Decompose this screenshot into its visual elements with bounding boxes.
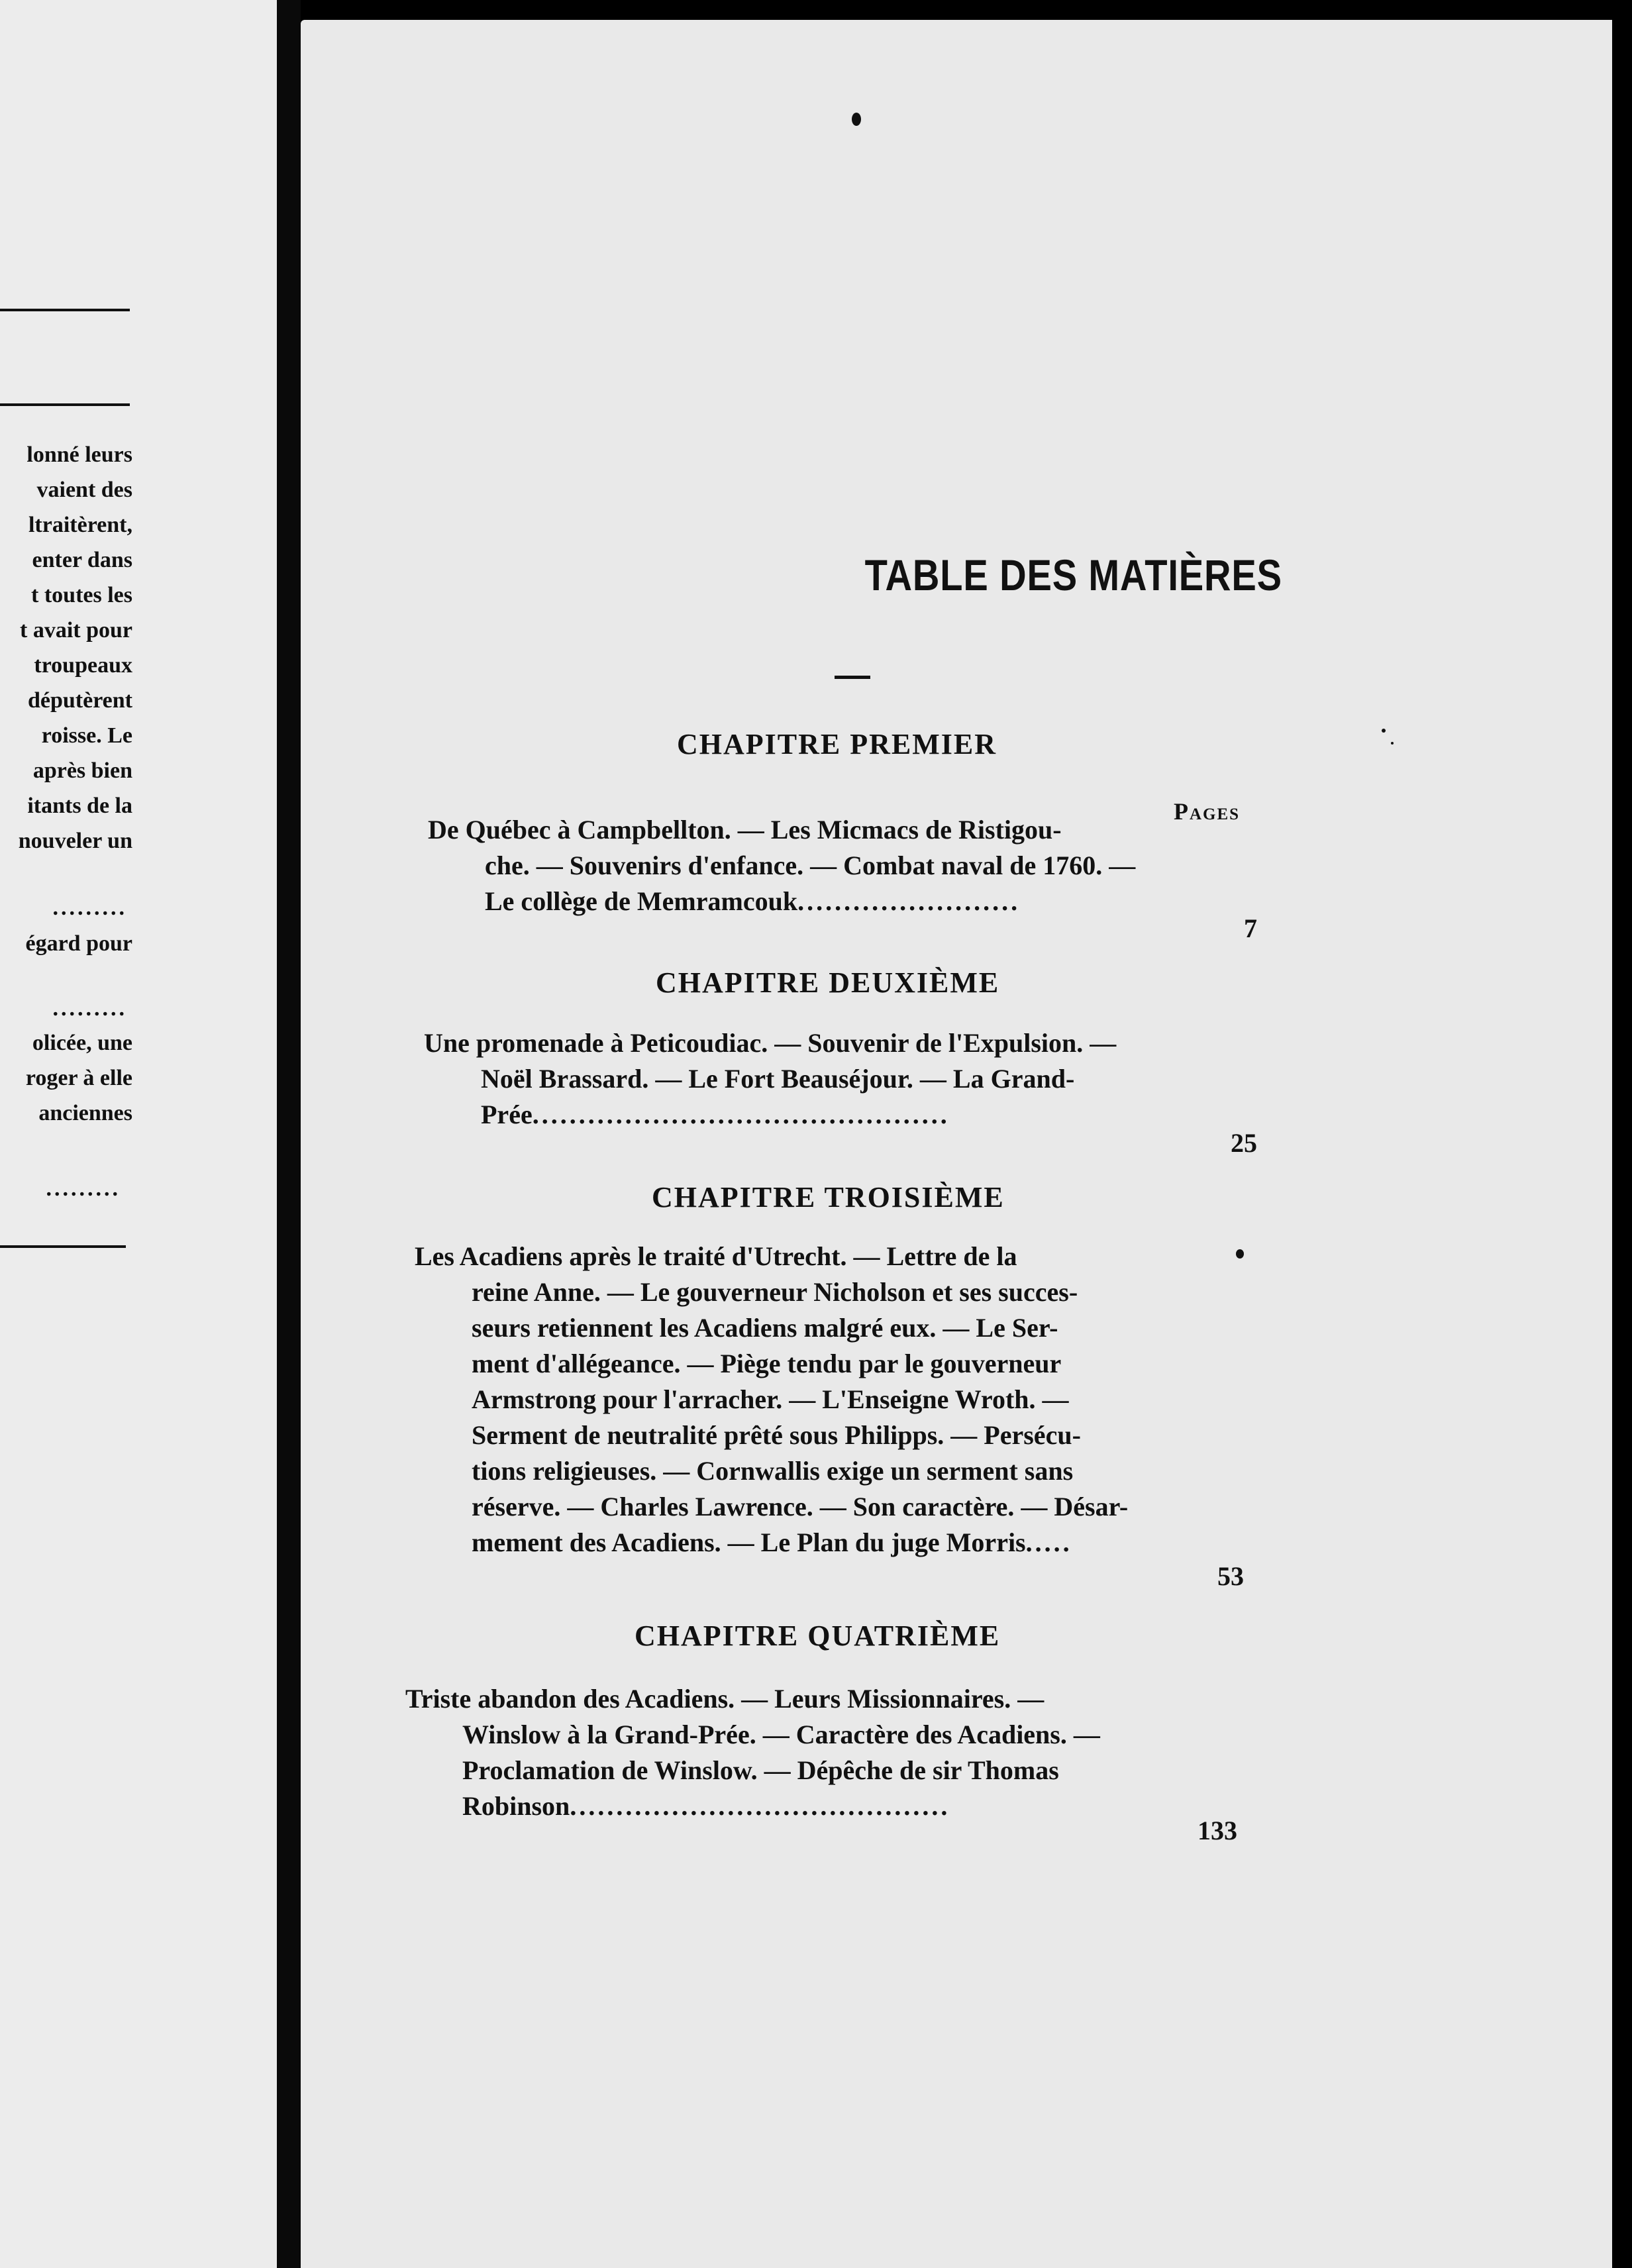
- entry-line: Winslow à la Grand-Prée. — Caractère des Acadiens. —: [462, 1720, 1100, 1749]
- page-number-3: 53: [1217, 1561, 1244, 1591]
- chapter-entry-3: [415, 1239, 1216, 1561]
- entry-line: mement des Acadiens. — Le Plan du juge Morris.....: [472, 1527, 1072, 1557]
- left-line: anciennes: [38, 1101, 132, 1125]
- entry-line: reine Anne. — Le gouverneur Nicholson et ses succes-: [472, 1277, 1078, 1307]
- leader-dots: .........................................: [570, 1791, 950, 1821]
- left-dots-1: .........: [52, 896, 127, 920]
- left-line: t avait pour: [20, 618, 132, 643]
- left-line: ltraitèrent,: [28, 513, 132, 537]
- left-fragment-2: [0, 926, 132, 961]
- left-line: lonné leurs: [26, 442, 132, 467]
- entry-line: Le collège de Memramcouk........................: [485, 886, 1021, 916]
- left-line: roisse. Le: [41, 723, 132, 748]
- previous-page-text: [0, 437, 132, 858]
- entry-line: che. — Souvenirs d'enfance. — Combat naval de 1760. —: [485, 850, 1136, 880]
- page-number-2: 25: [1231, 1128, 1257, 1158]
- left-line: vaient des: [36, 478, 132, 502]
- left-line: députèrent: [27, 688, 132, 713]
- leader-dots: ........................: [797, 886, 1021, 916]
- left-line: itants de la: [27, 794, 132, 818]
- left-line: troupeaux: [34, 653, 132, 678]
- previous-page: [0, 0, 277, 2268]
- left-dots-3: .........: [46, 1176, 121, 1201]
- entry-line: réserve. — Charles Lawrence. — Son caractère. — Désar-: [472, 1492, 1129, 1521]
- entry-line: De Québec à Campbellton. — Les Micmacs de Ristigou-: [428, 815, 1062, 845]
- entry-line: Robinson.........................................: [462, 1791, 950, 1821]
- entry-line: Prée.............................................: [481, 1100, 950, 1129]
- left-line: égard pour: [25, 931, 132, 956]
- entry-line: tions religieuses. — Cornwallis exige un serment sans: [472, 1456, 1074, 1486]
- chapter-heading-3: CHAPITRE TROISIÈME: [652, 1181, 1005, 1213]
- chapter-heading-4: CHAPITRE QUATRIÈME: [635, 1620, 1001, 1652]
- page-number-4: 133: [1198, 1816, 1237, 1845]
- table-of-contents-page: [301, 20, 1612, 2268]
- entry-line: Les Acadiens après le traité d'Utrecht. — Lettre de la: [415, 1241, 1017, 1271]
- left-line: roger à elle: [25, 1066, 132, 1090]
- entry-line: Armstrong pour l'arracher. — L'Enseigne Wroth. —: [472, 1384, 1069, 1414]
- entry-line: Triste abandon des Acadiens. — Leurs Missionnaires. —: [405, 1684, 1045, 1714]
- entry-line: Serment de neutralité prêté sous Philipps. — Persécu-: [472, 1420, 1081, 1450]
- left-line: après bien: [32, 758, 132, 783]
- chapter-heading-2: CHAPITRE DEUXIÈME: [656, 966, 1000, 999]
- pages-label: Pages: [1174, 798, 1241, 825]
- entry-line: Noël Brassard. — Le Fort Beauséjour. — La Grand-: [481, 1064, 1075, 1094]
- page-title: TABLE DES MATIÈRES: [864, 550, 1282, 599]
- left-rule-2: [0, 403, 130, 406]
- leader-dots: .............................................: [532, 1100, 950, 1129]
- left-line: enter dans: [32, 548, 132, 572]
- entry-line: seurs retiennent les Acadiens malgré eux. — Le Ser-: [472, 1313, 1058, 1343]
- chapter-heading-1: CHAPITRE PREMIER: [677, 728, 997, 760]
- left-line: nouveler un: [18, 829, 132, 853]
- left-line: t toutes les: [31, 583, 132, 607]
- entry-line: ment d'allégeance. — Piège tendu par le gouverneur: [472, 1349, 1062, 1378]
- page-gutter: [277, 0, 301, 2268]
- page-number-1: 7: [1244, 913, 1257, 943]
- left-rule-3: [0, 1245, 126, 1248]
- entry-line: Proclamation de Winslow. — Dépêche de sir Thomas: [462, 1755, 1059, 1785]
- left-line: olicée, une: [32, 1031, 132, 1055]
- left-dots-2: .........: [52, 996, 127, 1021]
- chapter-entry-2: [424, 1025, 1225, 1133]
- leader-dots: .....: [1025, 1527, 1072, 1557]
- left-rule-1: [0, 309, 130, 311]
- left-fragment-3: [0, 1025, 132, 1131]
- title-rule: [835, 676, 870, 679]
- entry-line: Une promenade à Peticoudiac. — Souvenir de l'Expulsion. —: [424, 1028, 1117, 1058]
- chapter-entry-4: [405, 1681, 1207, 1824]
- chapter-entry-1: [428, 812, 1229, 919]
